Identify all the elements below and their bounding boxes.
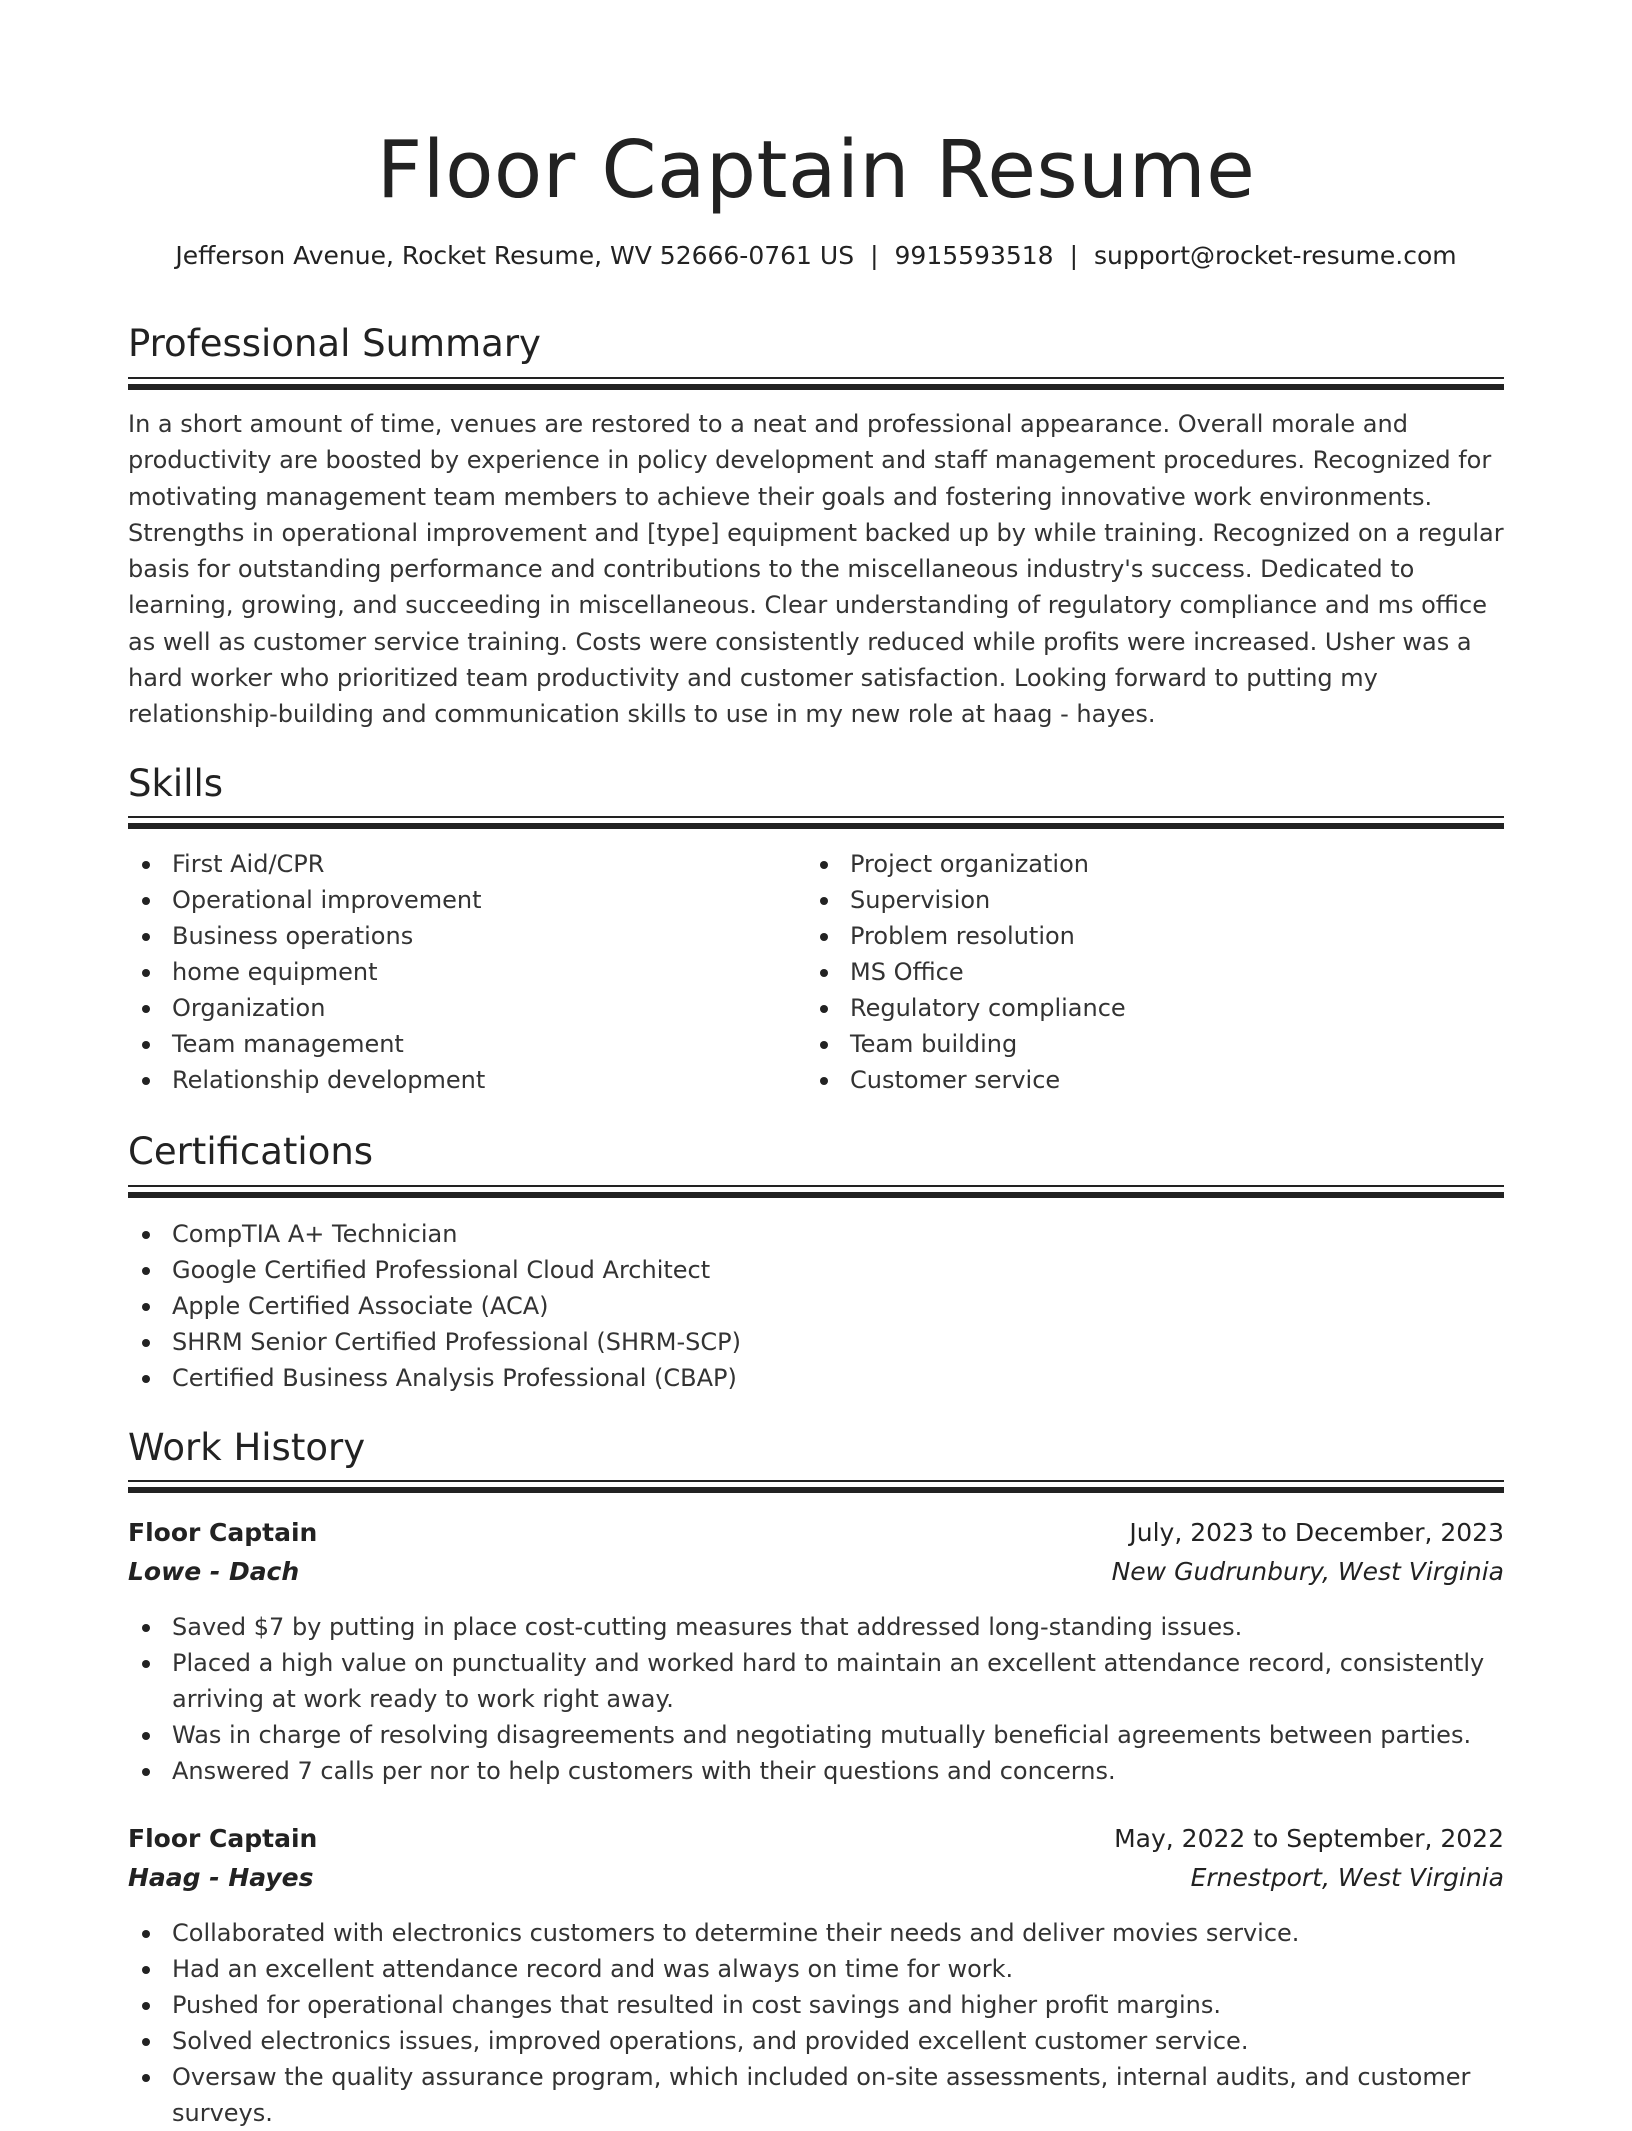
- section-divider: [128, 1185, 1504, 1199]
- section-heading-summary: Professional Summary: [128, 322, 541, 365]
- job-bullets: [128, 1609, 1504, 1789]
- section-divider: [128, 377, 1504, 391]
- section-heading-skills: Skills: [128, 762, 224, 805]
- section-divider: [128, 1480, 1504, 1494]
- job-dates: July, 2023 to December, 2023: [1129, 1518, 1504, 1547]
- resume-title: Floor Captain Resume: [376, 124, 1256, 216]
- summary-text: In a short amount of time, venues are restored to a neat and professional appearance. Overall morale and productivity are boosted by experience in policy development and staff management procedures. Recognized for motivating management team members to achieve their goals and fostering innovative work environments. Strengths in operational improvement and [type] equipment backed up by while training. Recognized on a regular basis for outstanding performance and contributions to the miscellaneous industry's success. Dedicated to learning, growing, and succeeding in miscellaneous. Clear understanding of regulatory compliance and ms office as well as customer service training. Costs were consistently reduced while profits were increased. Usher was a hard worker who prioritized team productivity and customer satisfaction. Looking forward to putting my relationship-building and communication skills to use in my new role at haag - hayes.: [128, 410, 1504, 729]
- job-location: Ernestport, West Virginia: [1190, 1863, 1504, 1892]
- certification-item: Apple Certified Associate (ACA): [172, 1288, 1504, 1324]
- job-bullet: Pushed for operational changes that resulted in cost savings and higher profit margins.: [172, 1987, 1504, 2023]
- job-header-row: [128, 1821, 1504, 1860]
- certification-item: Google Certified Professional Cloud Architect: [172, 1252, 1504, 1288]
- job-bullet: Oversaw the quality assurance program, which included on-site assessments, internal audits, and customer surveys.: [172, 2059, 1504, 2131]
- section-heading-work-history: Work History: [128, 1426, 366, 1469]
- job-company: Haag - Hayes: [128, 1863, 314, 1892]
- job-bullet: Was in charge of resolving disagreements and negotiating mutually beneficial agreements between parties.: [172, 1717, 1504, 1753]
- job-bullet: Had an excellent attendance record and was always on time for work.: [172, 1951, 1504, 1987]
- skill-item: Customer service: [850, 1062, 1484, 1098]
- job-entry: [128, 1515, 1504, 1789]
- skill-item: First Aid/CPR: [172, 846, 806, 882]
- skill-item: Operational improvement: [172, 882, 806, 918]
- job-location: New Gudrunbury, West Virginia: [1111, 1557, 1504, 1586]
- job-bullet: Answered 7 calls per nor to help customers with their questions and concerns.: [172, 1753, 1504, 1789]
- certifications-list: [128, 1216, 1504, 1396]
- skills-column-left: [128, 846, 806, 1098]
- skill-item: Organization: [172, 990, 806, 1026]
- job-company-row: [128, 1554, 1504, 1593]
- contact-line: [128, 238, 1504, 274]
- job-dates: May, 2022 to September, 2022: [1114, 1824, 1504, 1853]
- skill-item: MS Office: [850, 954, 1484, 990]
- skill-item: Business operations: [172, 918, 806, 954]
- job-header-row: [128, 1515, 1504, 1554]
- certification-item: SHRM Senior Certified Professional (SHRM-SCP): [172, 1324, 1504, 1360]
- skill-item: Regulatory compliance: [850, 990, 1484, 1026]
- skills-column-right: [806, 846, 1484, 1098]
- skill-item: Team management: [172, 1026, 806, 1062]
- job-title: Floor Captain: [128, 1824, 318, 1853]
- job-title: Floor Captain: [128, 1518, 318, 1547]
- job-bullet: Placed a high value on punctuality and worked hard to maintain an excellent attendance record, consistently arriving at work ready to work right away.: [172, 1645, 1504, 1717]
- skill-item: Project organization: [850, 846, 1484, 882]
- contact-address: Jefferson Avenue, Rocket Resume, WV 52666-0761 US: [175, 241, 855, 270]
- skill-item: Team building: [850, 1026, 1484, 1062]
- skill-item: Relationship development: [172, 1062, 806, 1098]
- section-divider: [128, 816, 1504, 830]
- contact-email: support@rocket-resume.com: [1094, 241, 1457, 270]
- contact-separator: |: [1069, 241, 1079, 270]
- job-entry: [128, 1821, 1504, 2131]
- job-bullet: Collaborated with electronics customers to determine their needs and deliver movies service.: [172, 1915, 1504, 1951]
- job-company-row: [128, 1860, 1504, 1899]
- job-bullet: Saved $7 by putting in place cost-cutting measures that addressed long-standing issues.: [172, 1609, 1504, 1645]
- certification-item: CompTIA A+ Technician: [172, 1216, 1504, 1252]
- section-heading-certifications: Certifications: [128, 1130, 374, 1173]
- contact-phone: 9915593518: [894, 241, 1054, 270]
- job-bullets: [128, 1915, 1504, 2131]
- skill-item: Supervision: [850, 882, 1484, 918]
- skill-item: Problem resolution: [850, 918, 1484, 954]
- certification-item: Certified Business Analysis Professional (CBAP): [172, 1360, 1504, 1396]
- job-company: Lowe - Dach: [128, 1557, 300, 1586]
- job-bullet: Solved electronics issues, improved operations, and provided excellent customer service.: [172, 2023, 1504, 2059]
- contact-separator: |: [870, 241, 879, 270]
- skill-item: home equipment: [172, 954, 806, 990]
